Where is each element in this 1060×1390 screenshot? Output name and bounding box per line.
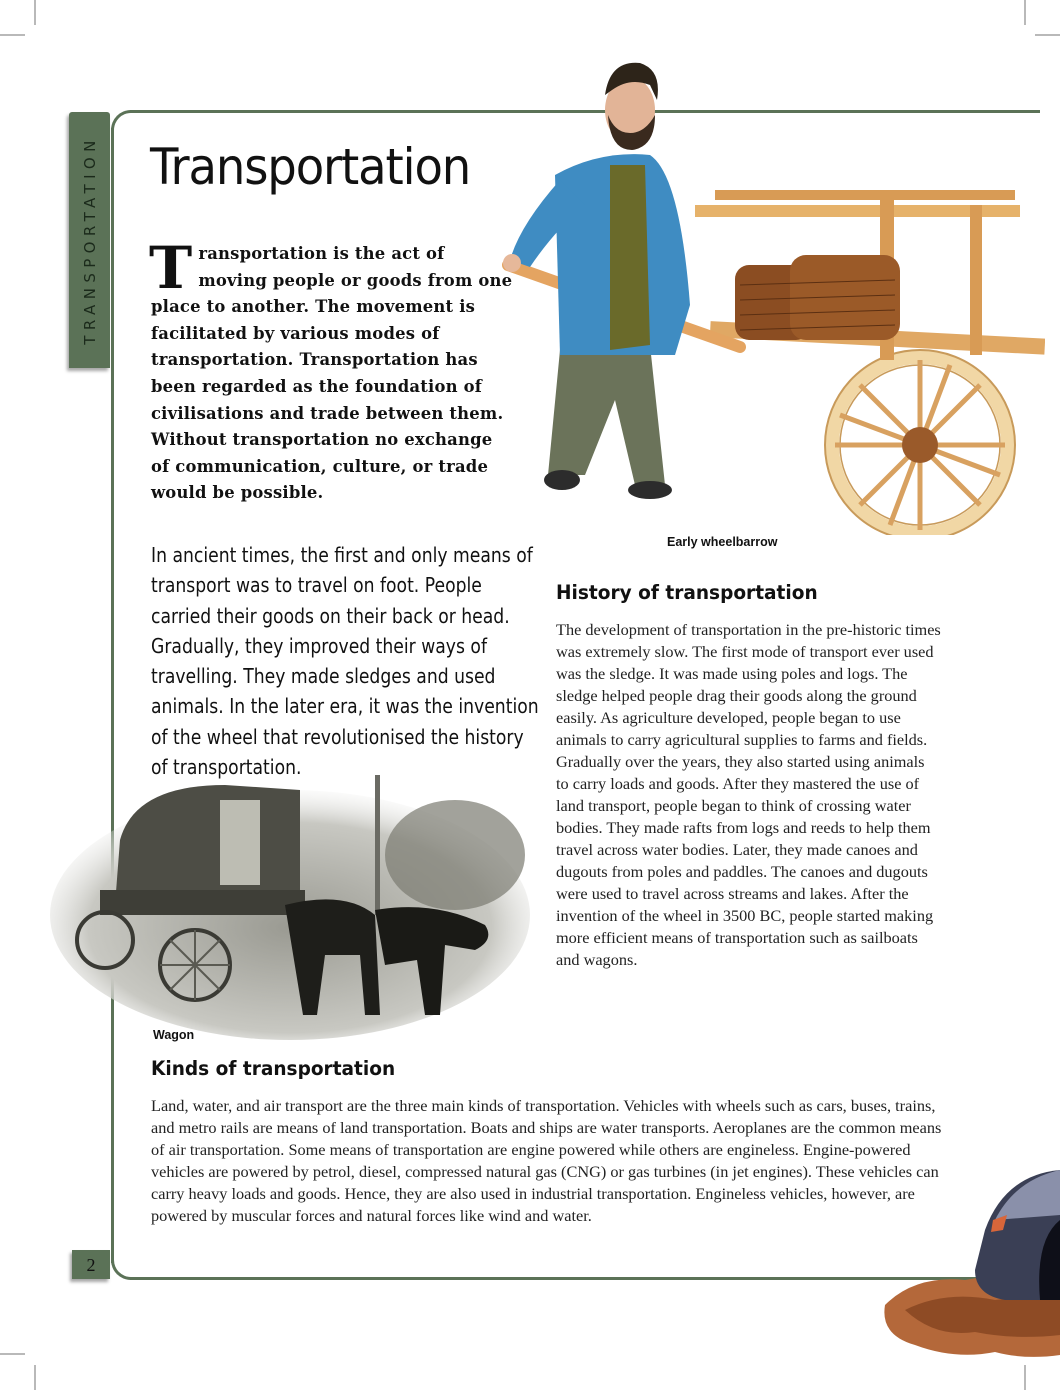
car-illustration [875,1160,1060,1360]
page-title: Transportation [150,138,471,196]
history-paragraph: The development of transportation in the pre-historic times was extremely slow. The first mode of transport ever used was the sledge. It was made using poles and logs. The sledge helped people drag their goods along the ground easily. As agriculture developed, people began to use animals to carry agricultural supplies to farms and fields. Gradually over the years, they also started using animals to carry loads and goods. After they mastered the use of land transport, people began to think of crossing water bodies. They made rafts from logs and reeds to help them travel across water bodies. Later, they made canoes and dugouts from poles and paddles. The canoes and dugouts were used to travel across streams and lakes. After the invention of the wheel in 3500 BC, people started making more efficient means of transportation such as sailboats and wagons. [556,620,941,969]
crop-mark [0,34,25,36]
frame-bottom-border [130,1277,980,1280]
intro-text: ransportation is the act of moving people or goods from one place to another. The movement is facilitated by various modes of transportation. Transportation has been regarded as the foundation of civilisations and trade between them. Without transportation no exchange of communication, culture, or trade would be possible. [151,244,513,503]
section-side-tab-label: TRANSPORTATION [80,135,99,345]
frame-corner [111,110,133,132]
wheelbarrow-illustration [500,55,1045,535]
crop-mark [34,0,36,25]
ancient-times-paragraph: In ancient times, the first and only means of transport was to travel on foot. People carried their goods on their back or head. Gradually, they improved their ways of travelling. They made sledges and used animals. In the later era, it was the invention of the wheel that revolutionised the history of transportation. [151,543,539,780]
crop-mark [1024,0,1026,25]
kinds-heading: Kinds of transportation [151,1057,396,1080]
wagon-photo [45,765,535,1045]
intro-paragraph [149,234,516,507]
page-number: 2 [72,1250,110,1279]
wheelbarrow-caption: Early wheelbarrow [667,535,778,549]
crop-mark [1035,34,1060,36]
crop-mark [1024,1365,1026,1390]
wheel-icon [825,350,1015,535]
history-heading: History of transportation [556,581,818,604]
crop-mark [34,1365,36,1390]
frame-left-border [111,128,114,1263]
kinds-paragraph: Land, water, and air transport are the three main kinds of transportation. Vehicles with wheels such as cars, buses, trains, and metro rails are means of land transportation. Boats and ships are water transports. Aeroplanes are the common means of air transportation. Some means of transportation are engine powered while others are engineless. Engine-powered vehicles are powered by petrol, diesel, compressed natural gas (CNG) or gas turbines (in jet engines). These vehicles can carry heavy loads and goods. Hence, they are also used in industrial transportation. Engineless vehicles, however, are powered by muscular forces and natural forces like wind and water. [151,1096,942,1225]
wagon-caption: Wagon [153,1028,195,1042]
crop-mark [0,1353,25,1355]
drop-cap: T [149,234,193,302]
section-side-tab [69,112,110,368]
